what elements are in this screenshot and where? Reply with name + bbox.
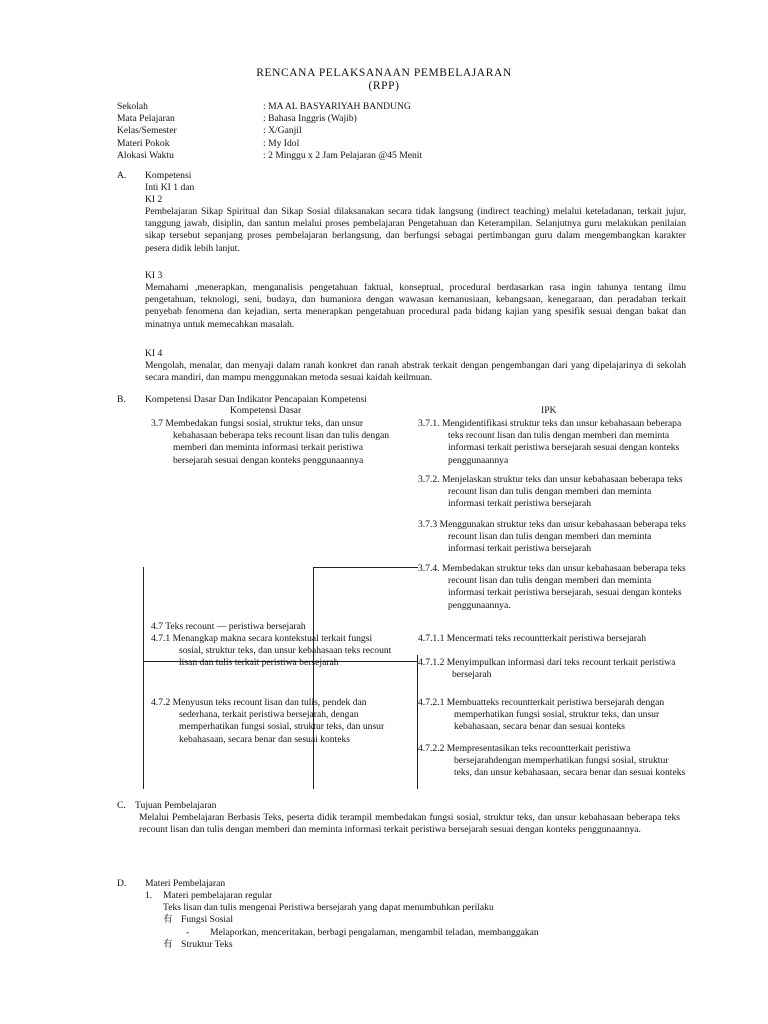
ki4-heading: KI 4 (145, 348, 163, 359)
identity-label: Mata Pelajaran (117, 113, 175, 125)
ipk-3-7-2: 3.7.2. Menjelaskan struktur teks dan unsur kebahasaan beberapa teks recount lisan dan tulis dengan memberi dan meminta informasi terkait peristiwa bersejarah (418, 474, 683, 510)
ipk-3-7-4: 3.7.4. Membedakan struktur teks dan unsur kebahasaan beberapa teks recount lisan dan tulis dengan memberi dan meminta informasi terkait peristiwa bersejarah, sesuai dengan konteks penggunaannya. (418, 563, 686, 611)
bullet-label: Struktur Teks (181, 939, 233, 950)
ipk-column-header: IPK (541, 405, 557, 416)
ki12-heading-line1: Inti KI 1 dan (145, 182, 195, 193)
identity-row-mapel (117, 113, 617, 125)
identity-value: : Bahasa Inggris (Wajib) (263, 113, 357, 125)
materi-item-text: Teks lisan dan tulis mengenai Peristiwa bersejarah yang dapat menumbuhkan perilaku (163, 902, 494, 913)
ki12-heading-line2: KI 2 (145, 194, 163, 205)
identity-label: Materi Pokok (117, 137, 170, 149)
identity-row-sekolah (117, 101, 617, 113)
identity-value: : My Idol (263, 137, 300, 149)
section-a-heading: Kompetensi (145, 170, 192, 181)
section-d-heading: Materi Pembelajaran (145, 878, 226, 889)
materi-item-label: Materi pembelajaran regular (163, 890, 273, 901)
identity-label: Kelas/Semester (117, 125, 177, 137)
materi-dash-item (186, 927, 686, 939)
identity-value: : X/Ganjil (263, 125, 302, 137)
dash-label: Melaporkan, menceritakan, berbagi pengalaman, mengambil teladan, membanggakan (210, 927, 539, 938)
kd-4-7: 4.7 Teks recount — peristiwa bersejarah (151, 621, 306, 632)
ipk-4-7-1-2: 4.7.1.2 Menyimpulkan informasi dari teks recount terkait peristiwa bersejarah (418, 657, 676, 681)
materi-bullet-struktur (163, 939, 233, 951)
table-border-left (143, 567, 144, 789)
ipk-4-7-2-2: 4.7.2.2 Mempresentasikan teks recountterkait peristiwa bersejarahdengan memperhatikan fungsi sosial, struktur teks, dan unsur kebahasaan, secara benar dan sesuai konteks (418, 743, 686, 779)
table-rule-top (313, 567, 418, 568)
document-title: RENCANA PELAKSANAAN PEMBELAJARAN (256, 67, 512, 79)
ipk-3-7-3: 3.7.3 Menggunakan struktur teks dan unsur kebahasaan beberapa teks recount lisan dan tulis dengan memberi dan meminta informasi terkait peristiwa bersejarah (418, 519, 687, 555)
kd-4-7-2: 4.7.2 Menyusun teks recount lisan dan tulis, pendek dan sederhana, terkait peristiwa bersejarah, dengan memperhatikan fungsi sosial, struktur teks, dan unsur kebahasaan, secara benar dan sesuai konteks (151, 697, 385, 745)
bullet-label: Fungsi Sosial (181, 914, 233, 925)
ki3-heading: KI 3 (145, 270, 163, 281)
ipk-3-7-1: 3.7.1. Mengidentifikasi struktur teks dan unsur kebahasaan beberapa teks recount lisan dan tulis dengan memberi dan meminta informasi terkait peristiwa bersejarah sesuai dengan konteks penggunaannya (418, 418, 682, 466)
identity-label: Alokasi Waktu (117, 149, 174, 161)
materi-bullet-fungsi (163, 914, 233, 926)
identity-row-kelas (117, 125, 617, 137)
section-a-letter: A. (117, 170, 127, 181)
identity-block (117, 101, 617, 162)
bullet-icon: 有 (163, 939, 173, 950)
identity-value: : 2 Minggu x 2 Jam Pelajaran @45 Menit (263, 149, 423, 161)
section-c-heading: Tujuan Pembelajaran (135, 800, 217, 811)
document-subtitle: (RPP) (368, 80, 400, 92)
ipk-4-7-2-1: 4.7.2.1 Membuatteks recountterkait peristiwa bersejarah dengan memperhatikan fungsi sosial, struktur teks, dan unsur kebahasaan, secara benar dan sesuai konteks (418, 697, 665, 733)
dash-icon: - (186, 927, 190, 938)
identity-row-alokasi (117, 150, 617, 162)
kd-3-7: 3.7 Membedakan fungsi sosial, struktur teks, dan unsur kebahasaan beberapa teks recount lisan dan tulis dengan memberi dan meminta informasi terkait peristiwa bersejarah sesuai dengan konteks penggunaannya (151, 418, 390, 466)
ki3-paragraph: Memahami ,menerapkan, menganalisis pengetahuan faktual, konseptual, procedural berdasarkan rasa ingin tahunya tentang ilmu pengetahuan, teknologi, seni, budaya, dan humaniora dengan wawasan kemanusiaan, kebangsaan, kenegaraan, dan peradaban terkait penyebab fenomena dan kejadian, serta menerapkan pengetahuan procedural pada bidang kajian yang spesifik sesuai dengan bakat dan minatnya untuk memecahkan masalah. (145, 282, 686, 330)
section-b-heading: Kompetensi Dasar Dan Indikator Pencapaian Kompetensi (145, 394, 367, 405)
table-border-middle (313, 567, 314, 789)
kd-4-7-1: 4.7.1 Menangkap makna secara kontekstual terkait fungsi sosial, struktur teks, dan unsur kebahasaan teks recount lisan dan tulis terkait peristiwa bersejarah (151, 633, 392, 669)
section-c-paragraph: Melalui Pembelajaran Berbasis Teks, peserta didik terampil membedakan fungsi sosial, struktur teks, dan unsur kebahasaan beberapa teks recount lisan dan tulis dengan memberi dan meminta informasi terkait peristiwa bersejarah sesuai dengan konteks penggunaannya. (139, 812, 680, 836)
materi-item-number: 1. (145, 890, 153, 901)
section-b-letter: B. (117, 394, 126, 405)
ki4-paragraph: Mengolah, menalar, dan menyaji dalam ranah konkret dan ranah abstrak terkait dengan pengembangan dari yang dipelajarinya di sekolah secara mandiri, dan mampu menggunakan metoda sesuai kaidah keilmuan. (145, 360, 686, 384)
section-d-letter: D. (117, 878, 127, 889)
section-c-letter: C. (117, 800, 126, 811)
identity-label: Sekolah (117, 101, 148, 112)
kd-column-header: Kompetensi Dasar (230, 405, 302, 416)
ipk-4-7-1-1: 4.7.1.1 Mencermati teks recountterkait peristiwa bersejarah (418, 633, 647, 644)
identity-row-materi (117, 138, 617, 150)
ki12-paragraph: Pembelajaran Sikap Spiritual dan Sikap Sosial dilaksanakan secara tidak langsung (indirect teaching) melalui keteladanan, terkait jujur, tanggung jawab, disiplin, dan santun melalui proses pembelajaran Pengetahuan dan Keterampilan. Selanjutnya guru melakukan penilaian sikap tersebut sepanjang proses pembelajaran berlangsung, dan berfungsi sebagai pertimbangan guru dalam mengembangkan karakter pesera didik lebih lanjut. (145, 206, 686, 254)
bullet-icon: 有 (163, 914, 173, 925)
identity-value: : MA AL BASYARIYAH BANDUNG (263, 101, 411, 112)
